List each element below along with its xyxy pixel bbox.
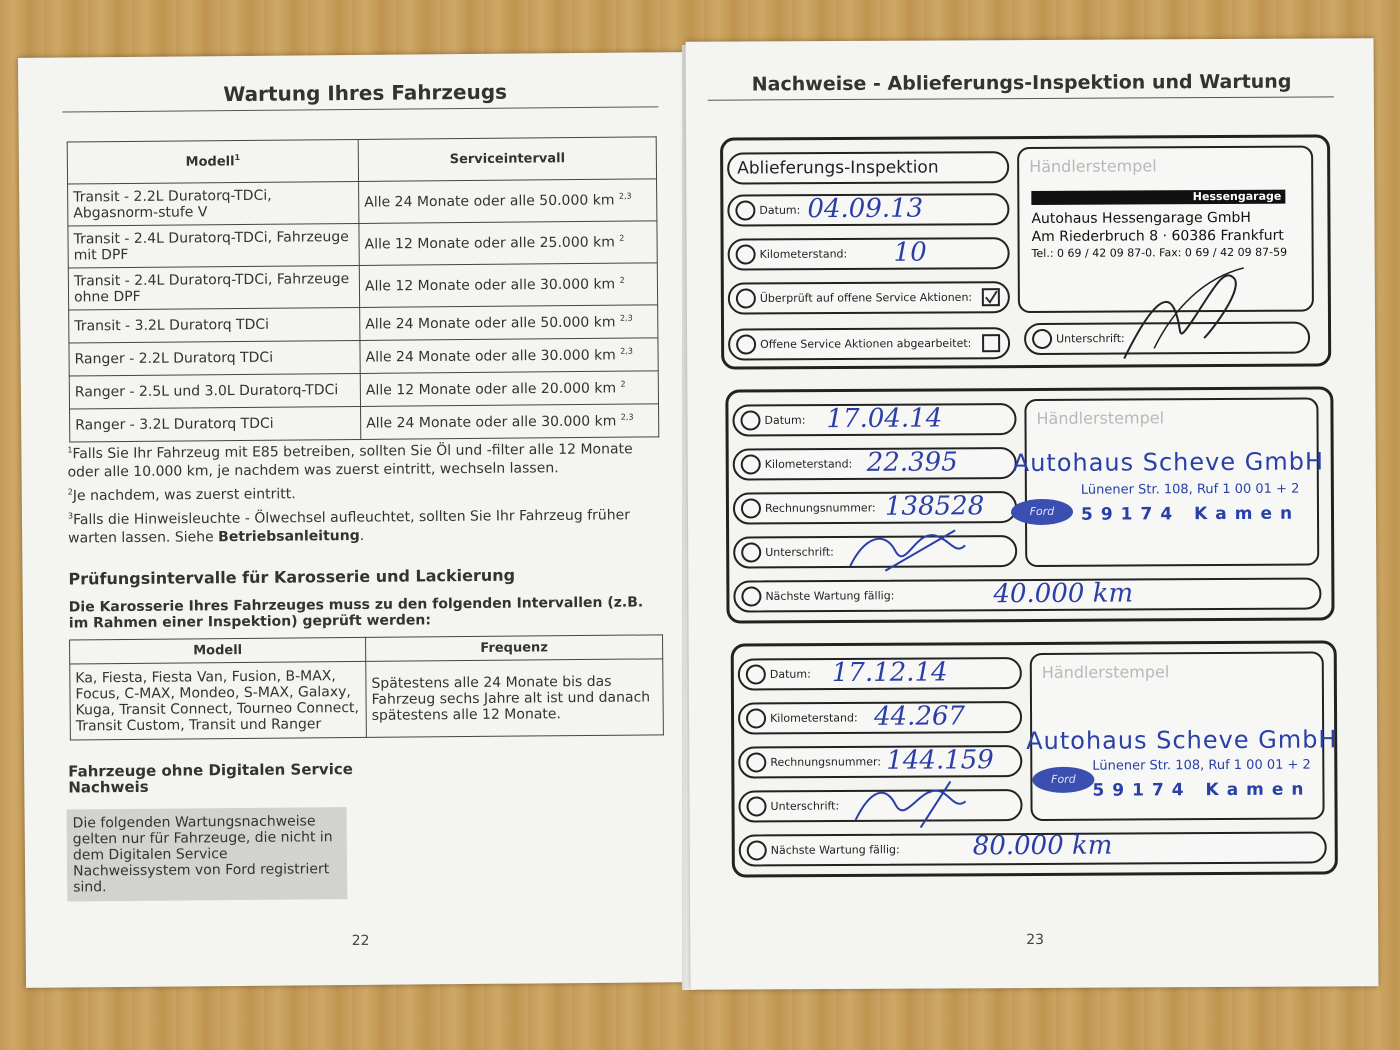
service-interval-table: [67, 136, 660, 442]
page-number: 23: [1026, 931, 1045, 949]
table-row: Ranger - 2.5L und 3.0L Duratorq-TDCi Alle 12 Monate oder alle 20.000 km $^2$: [69, 371, 658, 409]
next-service-field[interactable]: Nächste Wartung fällig: 40.000 km: [733, 577, 1321, 612]
table-row: Ranger - 3.2L Duratorq TDCi Alle 24 Monate oder alle 30.000 km $^{2,3}$: [70, 404, 659, 442]
next-service-handwritten: 80.000 km: [972, 830, 1113, 862]
date-handwritten: 17.12.14: [831, 657, 948, 689]
radio-icon: [736, 334, 756, 354]
next-service-handwritten: 40.000 km: [993, 578, 1134, 610]
table-row: Transit - 2.4L Duratorq-TDCi, Fahrzeuge ohne DPF Alle 12 Monate oder alle 30.000 km $^2$: [68, 263, 657, 310]
service-record-block-2: [731, 640, 1338, 877]
radio-icon: [746, 752, 766, 772]
mileage-field[interactable]: Kilometerstand: 10: [728, 237, 1010, 270]
radio-icon: [746, 708, 766, 728]
mileage-handwritten: 44.267: [873, 701, 966, 732]
section-heading: Prüfungsintervalle für Karosserie und Lackierung: [68, 565, 516, 589]
invoice-handwritten: 138528: [884, 491, 985, 522]
table-row: Transit - 3.2L Duratorq TDCi Alle 24 Monate oder alle 50.000 km $^{2,3}$: [69, 305, 658, 343]
delivery-inspection-block: [720, 134, 1331, 369]
signature-scribble-icon: [850, 779, 980, 830]
date-handwritten: 04.09.13: [807, 193, 924, 225]
date-field[interactable]: Datum: 17.12.14: [738, 657, 1022, 690]
service-actions-done-field[interactable]: Offene Service Aktionen abgearbeitet:: [728, 327, 1010, 360]
scheve-stamp-name: Autohaus Scheve GmbH: [1012, 447, 1325, 478]
delivery-inspection-heading: Ablieferungs-Inspektion: [727, 151, 1009, 184]
ford-logo-icon: Ford: [1011, 499, 1073, 525]
radio-icon: [746, 796, 766, 816]
service-actions-checked-field[interactable]: Überprüft auf offene Service Aktionen:: [728, 281, 1010, 314]
ford-logo-icon: Ford: [1032, 767, 1094, 793]
service-record-block-1: [725, 386, 1334, 623]
date-field[interactable]: Datum: 17.04.14: [732, 403, 1016, 436]
signature-scribble-icon: [845, 525, 975, 576]
radio-icon: [746, 664, 766, 684]
title-rule: [708, 96, 1334, 100]
next-service-field[interactable]: Nächste Wartung fällig: 80.000 km: [739, 831, 1327, 866]
scheve-stamp-address: Lünener Str. 108, Ruf 1 00 01 + 2: [1080, 481, 1300, 498]
left-page-title: Wartung Ihres Fahrzeugs: [223, 79, 508, 107]
radio-icon: [736, 244, 756, 264]
table-row: Ranger - 2.2L Duratorq TDCi Alle 24 Monate oder alle 30.000 km $^{2,3}$: [69, 338, 658, 376]
invoice-number-field[interactable]: Rechnungsnummer: 138528: [733, 491, 1017, 524]
mileage-field[interactable]: Kilometerstand: 22.395: [733, 447, 1017, 480]
dealer-stamp-area: Händlerstempel Autohaus Scheve GmbH Lünener Str. 108, Ruf 1 00 01 + 2 59174 Kamen Ford: [1030, 651, 1325, 821]
checkbox-checked-icon[interactable]: [982, 288, 1000, 306]
scheve-stamp-city: 59174 Kamen: [1092, 779, 1312, 801]
col-model-header: Modell: [70, 637, 366, 664]
right-page: [686, 38, 1379, 990]
date-handwritten: 17.04.14: [826, 403, 943, 435]
footnote-3: $^3$Falls die Hinweisleuchte - Ölwechsel aufleuchtet, sollten Sie Ihr Fahrzeug früher warten lassen. Siehe Betriebsanleitung.: [67, 507, 631, 547]
invoice-handwritten: 144.159: [886, 745, 994, 776]
col-model-header: Modell$^1$: [67, 139, 358, 184]
radio-icon: [736, 288, 756, 308]
date-field[interactable]: Datum: 04.09.13: [727, 193, 1009, 226]
signature-field[interactable]: Unterschrift:: [738, 789, 1022, 822]
checkbox-empty-icon[interactable]: [982, 334, 1000, 352]
mileage-handwritten: 10: [893, 237, 927, 268]
col-frequency-header: Frequenz: [366, 635, 663, 662]
radio-icon: [741, 586, 761, 606]
hessengarage-logo: Hessengarage: [1031, 190, 1285, 205]
section-subheading: Die Karosserie Ihres Fahrzeuges muss zu den folgenden Intervallen (z.B. im Rahmen einer Inspektion) geprüft werden:: [68, 594, 644, 632]
signature-field[interactable]: Unterschrift:: [1024, 322, 1310, 355]
table-row: Transit - 2.2L Duratorq-TDCi, Abgasnorm-stufe V Alle 24 Monate oder alle 50.000 km $^{2,3}$: [68, 179, 657, 226]
col-interval-header: Serviceintervall: [358, 137, 656, 182]
invoice-number-field[interactable]: Rechnungsnummer: 144.159: [738, 745, 1022, 778]
right-page-title: Nachweise - Ablieferungs-Inspektion und Wartung: [751, 70, 1292, 96]
page-number: 22: [351, 932, 370, 950]
dealer-stamp-area: Händlerstempel Hessengarage Autohaus Hessengarage GmbH Am Riederbruch 8 · 60386 Frankfurt Tel.: 0 69 / 42 09 87-0. Fax: 0 69 / 42 09 87-59: [1017, 146, 1314, 314]
title-rule: [62, 106, 658, 112]
scheve-stamp-address: Lünener Str. 108, Ruf 1 00 01 + 2: [1092, 757, 1311, 774]
radio-icon: [735, 200, 755, 220]
signature-scribble-icon: [1114, 248, 1255, 369]
scheve-stamp-city: 59174 Kamen: [1080, 503, 1301, 525]
footnote-1: $^1$Falls Sie Ihr Fahrzeug mit E85 betreiben, sollten Sie Öl und -filter alle 12 Monate oder alle 10.000 km, je nachdem was zuerst eintritt, wechseln lassen.: [67, 441, 633, 481]
mileage-field[interactable]: Kilometerstand: 44.267: [738, 701, 1022, 734]
left-page: [18, 52, 694, 988]
body-inspection-table: [69, 634, 664, 740]
radio-icon: [741, 498, 761, 518]
table-row: Transit - 2.4L Duratorq-TDCi, Fahrzeuge mit DPF Alle 12 Monate oder alle 25.000 km $^2$: [68, 221, 657, 268]
radio-icon: [747, 840, 767, 860]
radio-icon: [740, 410, 760, 430]
radio-icon: [741, 542, 761, 562]
radio-icon: [741, 454, 761, 474]
nondigital-heading: Fahrzeuge ohne Digitalen Service Nachweis: [68, 760, 353, 797]
table-row: Ka, Fiesta, Fiesta Van, Fusion, B-MAX, Focus, C-MAX, Mondeo, S-MAX, Galaxy, Kuga, Transit Connect, Tourneo Connect, Transit Custom, Transit und Ranger Spätestens alle 24 Monate bis das Fahrzeug sechs Jahre alt ist und danach spätestens alle 12 Monate.: [70, 659, 664, 740]
signature-field[interactable]: Unterschrift:: [733, 535, 1017, 568]
scheve-stamp-name: Autohaus Scheve GmbH: [1026, 725, 1338, 756]
footnote-2: $^2$Je nachdem, was zuerst eintritt.: [67, 486, 296, 505]
mileage-handwritten: 22.395: [866, 447, 958, 478]
radio-icon: [1032, 329, 1052, 349]
nondigital-info-box: Die folgenden Wartungsnachweise gelten nur für Fahrzeuge, die nicht in dem Digitalen Service Nachweissystem von Ford registriert sind.: [67, 807, 348, 901]
dealer-stamp-area: Händlerstempel Autohaus Scheve GmbH Lünener Str. 108, Ruf 1 00 01 + 2 59174 Kamen Ford: [1024, 397, 1319, 567]
